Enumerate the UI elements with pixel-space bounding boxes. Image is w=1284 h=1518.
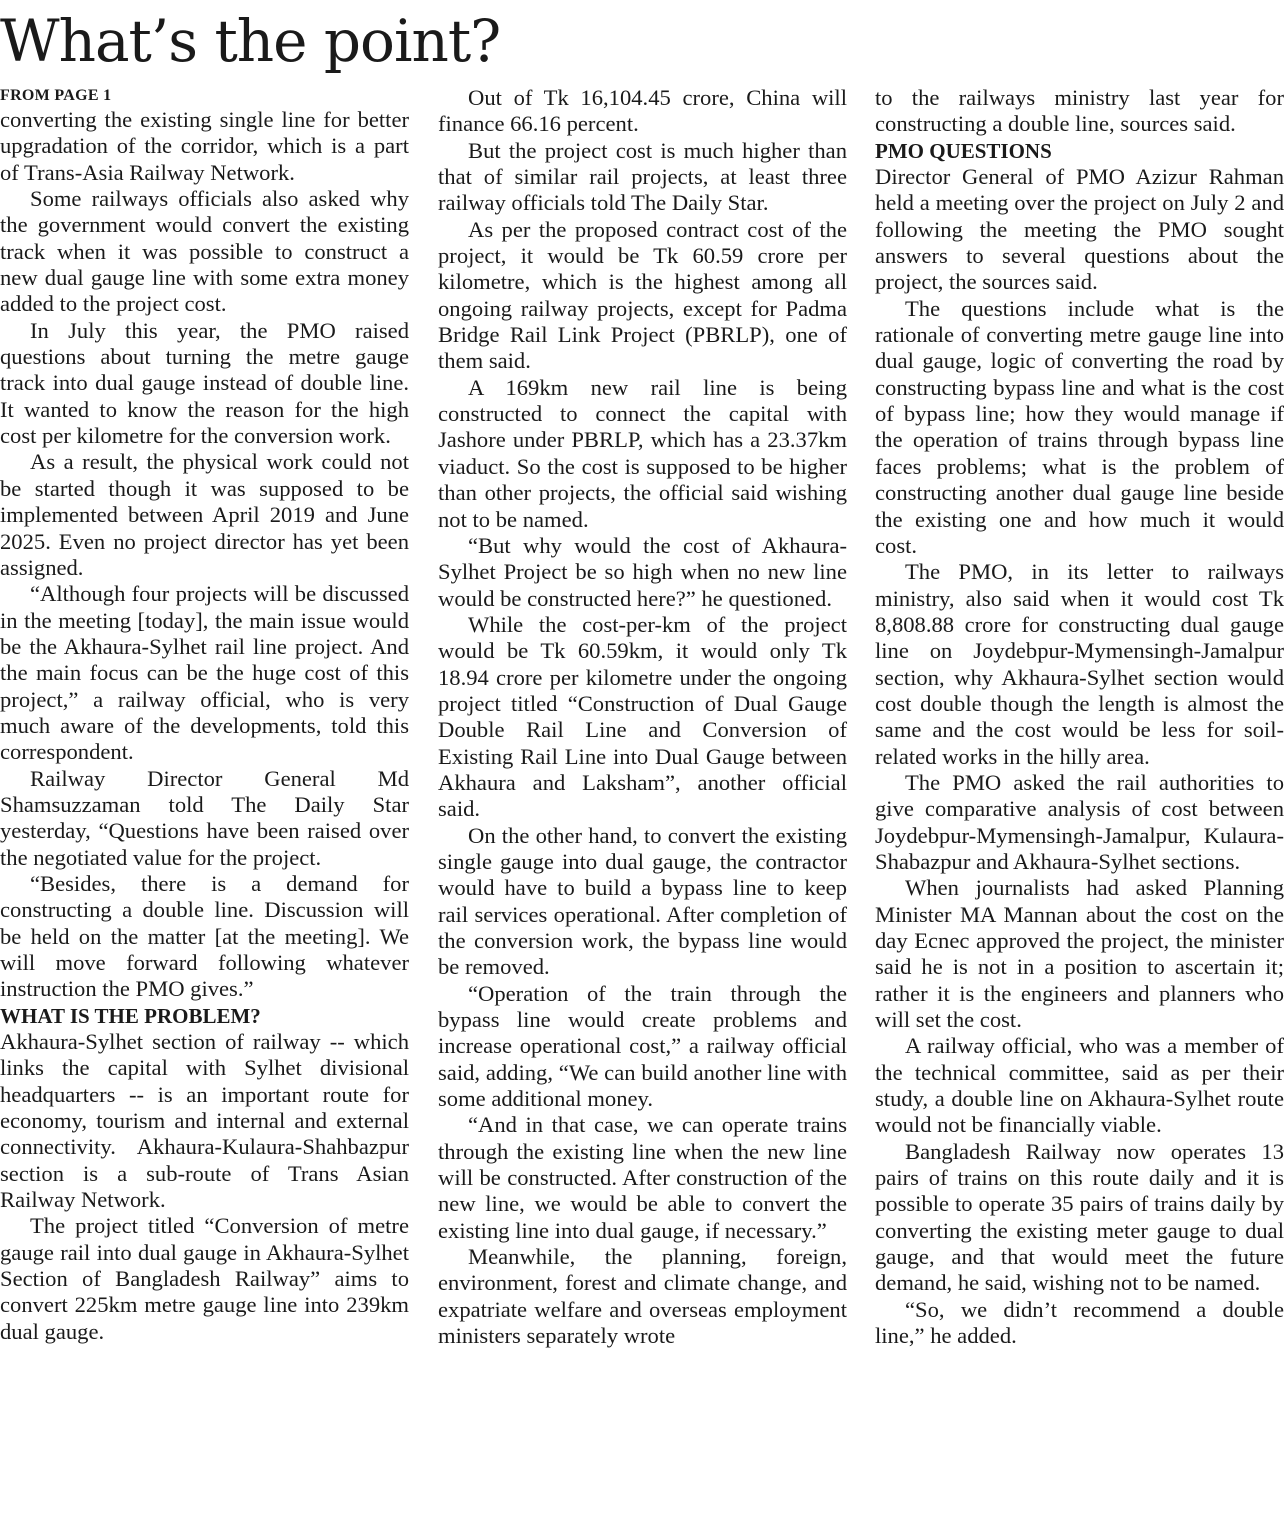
headline: What’s the point? <box>0 7 501 75</box>
paragraph: When journalists had asked Planning Minister MA Mannan about the cost on the day Ecnec approved the project, the minister said he is not in a position to ascertain it; rather it is the engineers and planners who will set the cost. <box>875 875 1284 1033</box>
paragraph: Bangladesh Railway now operates 13 pairs of trains on this route daily and it is possible to operate 35 pairs of trains daily by converting the existing meter gauge to dual gauge, and that would meet the future demand, he said, wishing not to be named. <box>875 1138 1284 1296</box>
column-3 <box>875 85 1284 1350</box>
paragraph: Railway Director General Md Shamsuzzaman told The Daily Star yesterday, “Questions have been raised over the negotiated value for the project. <box>0 765 409 870</box>
paragraph: “Although four projects will be discussed in the meeting [today], the main issue would be the Akhaura-Sylhet rail line project. And the main focus can be the huge cost of this project,” a railway official, who is very much aware of the developments, told this correspondent. <box>0 581 409 765</box>
paragraph: The PMO, in its letter to railways ministry, also said when it would cost Tk 8,808.88 crore for constructing dual gauge line on Joydebpur-Mymensingh-Jamalpur section, why Akhaura-Sylhet section would cost double though the length is almost the same and the cost would be less for soil-related works in the hilly area. <box>875 559 1284 769</box>
paragraph: A 169km new rail line is being constructed to connect the capital with Jashore under PBRLP, which has a 23.37km viaduct. So the cost is supposed to be higher than other projects, the official said wishing not to be named. <box>438 374 847 532</box>
column-2 <box>438 85 847 1350</box>
subhead-pmo-questions: PMO QUESTIONS <box>875 138 1052 163</box>
paragraph: The questions include what is the rationale of converting metre gauge line into dual gauge, logic of converting the road by constructing bypass line and what is the cost of bypass line; how they would manage if the operation of trains through bypass line faces problems; what is the problem of constructing another dual gauge line beside the existing one and how much it would cost. <box>875 295 1284 558</box>
paragraph: Meanwhile, the planning, foreign, environment, forest and climate change, and expatriate welfare and overseas employment ministers separately wrote <box>438 1244 847 1349</box>
paragraph: Out of Tk 16,104.45 crore, China will finance 66.16 percent. <box>438 85 847 137</box>
paragraph: “But why would the cost of Akhaura-Sylhet Project be so high when no new line would be constructed here?” he questioned. <box>438 532 847 611</box>
paragraph: A railway official, who was a member of the technical committee, said as per their study, a double line on Akhaura-Sylhet route would not be financially viable. <box>875 1033 1284 1138</box>
paragraph: Akhaura-Sylhet section of railway -- which links the capital with Sylhet divisional headquarters -- is an important route for economy, tourism and internal and external connectivity. Akhaura-Kulaura-Shahbazpur section is a sub-route of Trans Asian Railway Network. <box>0 1029 409 1213</box>
kicker-from-page-1: FROM PAGE 1 <box>0 87 112 104</box>
column-1 <box>0 85 409 1345</box>
paragraph: The PMO asked the rail authorities to give comparative analysis of cost between Joydebpur-Mymensingh-Jamalpur, Kulaura-Shabazpur and Akhaura-Sylhet sections. <box>875 769 1284 874</box>
paragraph: “Besides, there is a demand for constructing a double line. Discussion will be held on the matter [at the meeting]. We will move forward following whatever instruction the PMO gives.” <box>0 870 409 1002</box>
paragraph: In July this year, the PMO raised questions about turning the metre gauge track into dual gauge instead of double line. It wanted to know the reason for the high cost per kilometre for the conversion work. <box>0 317 409 449</box>
paragraph: As a result, the physical work could not be started though it was supposed to be implemented between April 2019 and June 2025. Even no project director has yet been assigned. <box>0 449 409 580</box>
paragraph: Some railways officials also asked why the government would convert the existing track when it was possible to construct a new dual gauge line with some extra money added to the project cost. <box>0 186 409 317</box>
paragraph: The project titled “Conversion of metre gauge rail into dual gauge in Akhaura-Sylhet Section of Bangladesh Railway” aims to convert 225km metre gauge line into 239km dual gauge. <box>0 1213 409 1344</box>
paragraph: On the other hand, to convert the existing single gauge into dual gauge, the contractor would have to build a bypass line to keep rail services operational. After completion of the conversion work, the bypass line would be removed. <box>438 822 847 980</box>
paragraph: “Operation of the train through the bypass line would create problems and increase operational cost,” a railway official said, adding, “We can build another line with some additional money. <box>438 980 847 1112</box>
paragraph: to the railways ministry last year for constructing a double line, sources said. <box>875 85 1284 137</box>
paragraph: converting the existing single line for better upgradation of the corridor, which is a part of Trans-Asia Railway Network. <box>0 107 409 185</box>
paragraph: As per the proposed contract cost of the project, it would be Tk 60.59 crore per kilometre, which is the highest among all ongoing railway projects, except for Padma Bridge Rail Link Project (PBRLP), one of them said. <box>438 216 847 374</box>
paragraph: Director General of PMO Azizur Rahman held a meeting over the project on July 2 and following the meeting the PMO sought answers to several questions about the project, the sources said. <box>875 164 1284 295</box>
paragraph: But the project cost is much higher than that of similar rail projects, at least three railway officials told The Daily Star. <box>438 137 847 216</box>
subhead-what-is-the-problem: WHAT IS THE PROBLEM? <box>0 1003 261 1028</box>
paragraph: While the cost-per-km of the project would be Tk 60.59km, it would only Tk 18.94 crore per kilometre under the ongoing project titled “Construction of Dual Gauge Double Rail Line and Conversion of Existing Rail Line into Dual Gauge between Akhaura and Laksham”, another official said. <box>438 611 847 822</box>
paragraph: “So, we didn’t recommend a double line,” he added. <box>875 1296 1284 1349</box>
paragraph: “And in that case, we can operate trains through the existing line when the new line will be constructed. After construction of the new line, we would be able to convert the existing line into dual gauge, if necessary.” <box>438 1112 847 1243</box>
